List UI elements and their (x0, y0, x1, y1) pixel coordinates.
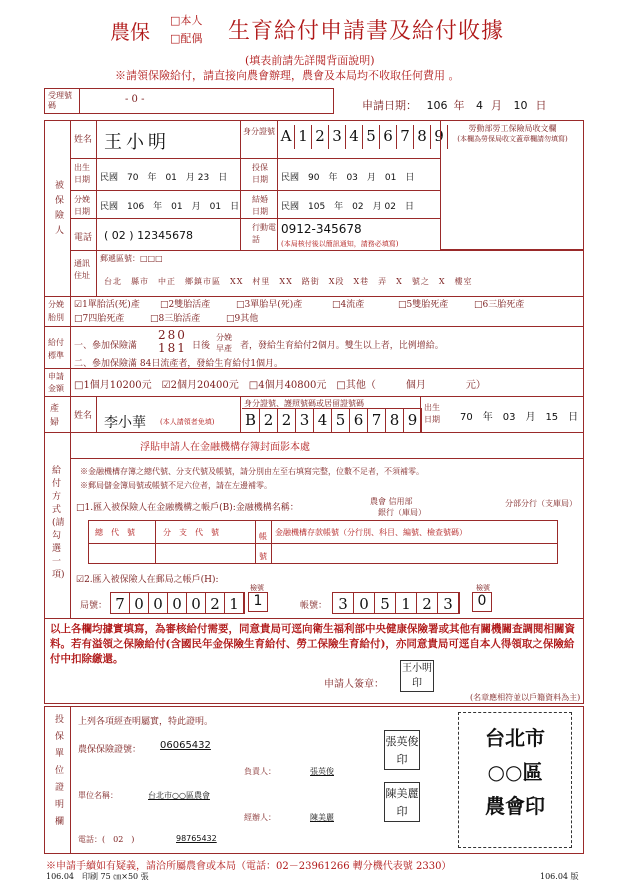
mother-label: 產婦 (50, 404, 60, 428)
mother-id-cell[interactable]: 9 (404, 409, 422, 432)
post-office-cell[interactable]: 7 (111, 593, 130, 613)
birth-type-option[interactable]: □9其他 (226, 314, 259, 324)
post-account-cell[interactable]: 5 (375, 593, 396, 613)
applicant-seal[interactable]: 王小明印 (400, 660, 434, 692)
unit-line1: 上列各項經查明屬實，特此證明。 (78, 717, 214, 727)
mother-id-cell[interactable]: 2 (260, 409, 278, 432)
birth-type-option[interactable]: □5雙胎死產 (398, 300, 449, 310)
title-opt-self[interactable]: □本人 (170, 14, 203, 27)
post-office-cell[interactable]: 2 (206, 593, 225, 613)
check-label-1: 檢號 (250, 584, 264, 592)
resp-name[interactable]: 張英俊 (310, 767, 334, 776)
post-account-cell[interactable]: 1 (396, 593, 417, 613)
mother-id-cell[interactable]: 6 (350, 409, 368, 432)
deliver-label: 分娩日期 (74, 195, 90, 216)
notice: ※請領保險給付，請直接向農會辦理，農會及本局均不收取任何費用 。 (115, 69, 460, 82)
post-account-cell[interactable]: 3 (438, 593, 459, 613)
receipt-value: - 0 - (125, 94, 145, 105)
insured-id-cell[interactable]: 5 (363, 125, 380, 149)
mother-id-cell[interactable]: 3 (296, 409, 314, 432)
title-opt-spouse[interactable]: □配偶 (170, 32, 203, 45)
insured-phone[interactable]: ( 02 ) 12345678 (104, 229, 194, 242)
unit-name-label: 單位名稱： (78, 791, 118, 800)
post-office-cell[interactable]: 0 (187, 593, 206, 613)
check-no-2[interactable]: 0 (472, 592, 492, 612)
insured-id-cell[interactable]: 4 (346, 125, 363, 149)
unit-tel-label: 電話：( 02 ) (78, 835, 135, 844)
insured-id[interactable] (278, 125, 448, 149)
birth-type-option[interactable]: □4流產 (332, 300, 365, 310)
mother-name[interactable]: 李小華 (104, 415, 146, 431)
post-office-cell[interactable]: 0 (149, 593, 168, 613)
bank-account-grid[interactable]: 總 代 號 分 支 代 號 帳號 金融機構存款帳號（分行別、科目、編號、檢查號碼） (88, 520, 558, 564)
footer-version: 106.04 版 (540, 872, 579, 881)
post-account-cell[interactable]: 3 (333, 593, 354, 613)
subtitle: (填表前請先詳閱背面說明) (245, 54, 375, 67)
seal-note: (名章應相符並以戶籍資料為主) (470, 693, 581, 702)
apply-date: 申請日期： 106 年 4 月 10 日 (362, 99, 547, 112)
payment-opt2[interactable]: ☑2.匯入被保險人在郵局之帳戶(H): (76, 575, 219, 585)
birth-type-option[interactable]: □8三胎活產 (150, 314, 201, 324)
address-label: 通訊住址 (74, 259, 90, 280)
post-account-cell[interactable]: 2 (417, 593, 438, 613)
post-office-cell[interactable]: 1 (225, 593, 244, 613)
payment-note1: ※金融機構存簿之總代號、分支代號及帳號，請分別由左至右填寫完整，位數不足者，不須補零。 (80, 467, 424, 476)
birth-type-option[interactable]: □2雙胎活產 (160, 300, 211, 310)
amount-label: 申請金額 (48, 372, 64, 393)
farmers-association-seal[interactable]: 台北市 ○○區 農會印 (458, 712, 572, 848)
post-office-cell[interactable]: 0 (168, 593, 187, 613)
post-office-no[interactable] (110, 592, 245, 614)
insured-mobile[interactable]: 0912-345678 (281, 222, 362, 236)
payment-opt1[interactable]: □1.匯入被保險人在金融機構之帳戶(B):金融機構名稱： (76, 503, 299, 513)
phone-label: 電話 (74, 233, 93, 243)
insured-name[interactable]: 王小明 (104, 132, 170, 153)
cert-label: 農保保險證號： (78, 745, 142, 755)
marry-label: 結婚日期 (252, 195, 268, 216)
cert-no[interactable]: 06065432 (160, 740, 211, 751)
insured-deliver-date[interactable]: 民國 106 年 01 月 01 日 (100, 202, 240, 212)
payment-note2: ※郵局儲金簿局號或帳號不足六位者，請在左邊補零。 (80, 481, 272, 490)
bank-name2: 銀行（庫局） (378, 508, 426, 517)
post-account-no[interactable] (332, 592, 460, 614)
post-office-cell[interactable]: 0 (130, 593, 149, 613)
insured-id-cell[interactable]: 2 (312, 125, 329, 149)
mobile-note: (本局核付後以簡訊通知，請務必填寫) (281, 240, 399, 248)
post-office-label: 局號： (80, 601, 108, 611)
mother-id-cell[interactable]: 2 (278, 409, 296, 432)
sign-label: 申請人簽章： (324, 679, 384, 690)
standard-line2: 二、參加保險滿 84日流產者，發給生育給付1個月。 (74, 359, 284, 369)
unit-name[interactable]: 台北市○○區農會 (148, 791, 210, 800)
handler-seal[interactable]: 陳美麗印 (384, 782, 420, 822)
receipt-box (44, 88, 334, 114)
mother-id-cell[interactable]: 4 (314, 409, 332, 432)
insured-address[interactable]: 台北 縣市 中正 鄉鎮市區 XX 村里 XX 路街 X段 X巷 弄 X 號之 X 樓室 (104, 277, 473, 286)
insured-ins-date[interactable]: 民國 90 年 03 月 01 日 (281, 173, 415, 183)
mother-id[interactable] (242, 408, 422, 432)
birth-type-option[interactable]: □6三胎死產 (474, 300, 525, 310)
stamp-area: 勞動部勞工保險局收文欄 (本欄為勞保局收文蓋章欄請勿填寫) (440, 120, 584, 250)
payment-label: 給付方式(請勾選一項) (52, 466, 65, 580)
id-label: 身分證號 (243, 127, 275, 136)
footer-note: ※申請手續如有疑義，請洽所屬農會或本局（電話：02－23961266 轉分機代表號 2330） (46, 861, 452, 872)
consent-text: 以上各欄均據實填寫，為審核給付需要，同意貴局可逕向衛生福利部中央健康保險署或其他有關機關查調閱相關資料。若有溢領之保險給付(含國民年金保險生育給付、勞工保險生育給付)，亦同意貴局可逕自本人得領取之保險給付中扣除繳還。 (50, 623, 575, 665)
birth-type-options[interactable] (74, 298, 579, 326)
ins-label: 投保日期 (252, 163, 268, 184)
insured-marry-date[interactable]: 民國 105 年 02 月 02 日 (281, 202, 414, 212)
mother-id-cell[interactable]: 7 (368, 409, 386, 432)
standard-label: 給付標準 (48, 338, 64, 360)
unit-tel[interactable]: 98765432 (176, 834, 217, 843)
birth-label: 出生日期 (74, 163, 90, 184)
birth-type-option[interactable]: □7四胎死產 (74, 314, 125, 324)
insured-section-label: 被保險人 (53, 180, 63, 240)
form-title (110, 10, 540, 50)
mother-name-note: (本人請領者免填) (160, 418, 215, 426)
insured-id-cell[interactable]: A (278, 125, 295, 149)
bank-name1: 農會 信用部 (370, 497, 413, 506)
insured-id-cell[interactable]: 6 (380, 125, 397, 149)
insured-id-cell[interactable]: 9 (431, 125, 448, 149)
insured-birth[interactable]: 民國 70 年 01 月 23 日 (100, 173, 228, 183)
insured-id-cell[interactable]: 1 (295, 125, 312, 149)
mobile-label: 行動電話 (252, 223, 276, 244)
title-main: 生育給付申請書及給付收據 (228, 19, 505, 44)
resp-seal[interactable]: 張英俊印 (384, 730, 420, 770)
birth-type-option[interactable]: □3單胎早(死)產 (236, 300, 303, 310)
amount-options[interactable]: □1個月10200元 ☑2個月20400元 □4個月40800元 □其他（ 個月 元） (74, 380, 486, 391)
mother-id-cell[interactable]: 8 (386, 409, 404, 432)
post-account-cell[interactable]: 0 (354, 593, 375, 613)
mother-id-cell[interactable]: 5 (332, 409, 350, 432)
branch-name: 分部分行（支庫局） (505, 499, 577, 508)
mother-id-label: 身分證號、護照號碼或居留證號碼 (244, 399, 364, 408)
check-no-1[interactable]: 1 (248, 592, 268, 612)
insured-id-cell[interactable]: 8 (414, 125, 431, 149)
title-prefix: 農保 (110, 20, 150, 44)
resp-label: 負責人： (244, 767, 276, 776)
birth-type-label: 分娩胎別 (48, 300, 64, 322)
footer-print: 106.04 印刷 75 ㎝×50 張 (46, 872, 149, 881)
unit-section-label: 投保單位證明欄 (53, 714, 63, 833)
mother-id-cell[interactable]: B (242, 409, 260, 432)
handler-name[interactable]: 陳美麗 (310, 813, 334, 822)
mother-birth[interactable]: 70 年 03 月 15 日 (460, 412, 579, 423)
birth-type-option[interactable]: ☑1單胎活(死)產 (74, 300, 140, 310)
handler-label: 經辦人： (244, 813, 276, 822)
paste-area: 浮貼申請人在金融機構存簿封面影本處 (140, 442, 310, 453)
mother-name-label: 姓名 (74, 411, 93, 421)
receipt-label: 受理號碼 (48, 91, 72, 110)
insured-id-cell[interactable]: 7 (397, 125, 414, 149)
check-label-2: 檢號 (476, 584, 490, 592)
mother-birth-label: 出生日期 (424, 403, 440, 424)
account-label: 帳號： (300, 601, 328, 611)
insured-id-cell[interactable]: 3 (329, 125, 346, 149)
postal-code[interactable]: 郵遞區號：□□□ (100, 254, 163, 263)
name-label: 姓名 (74, 135, 93, 145)
